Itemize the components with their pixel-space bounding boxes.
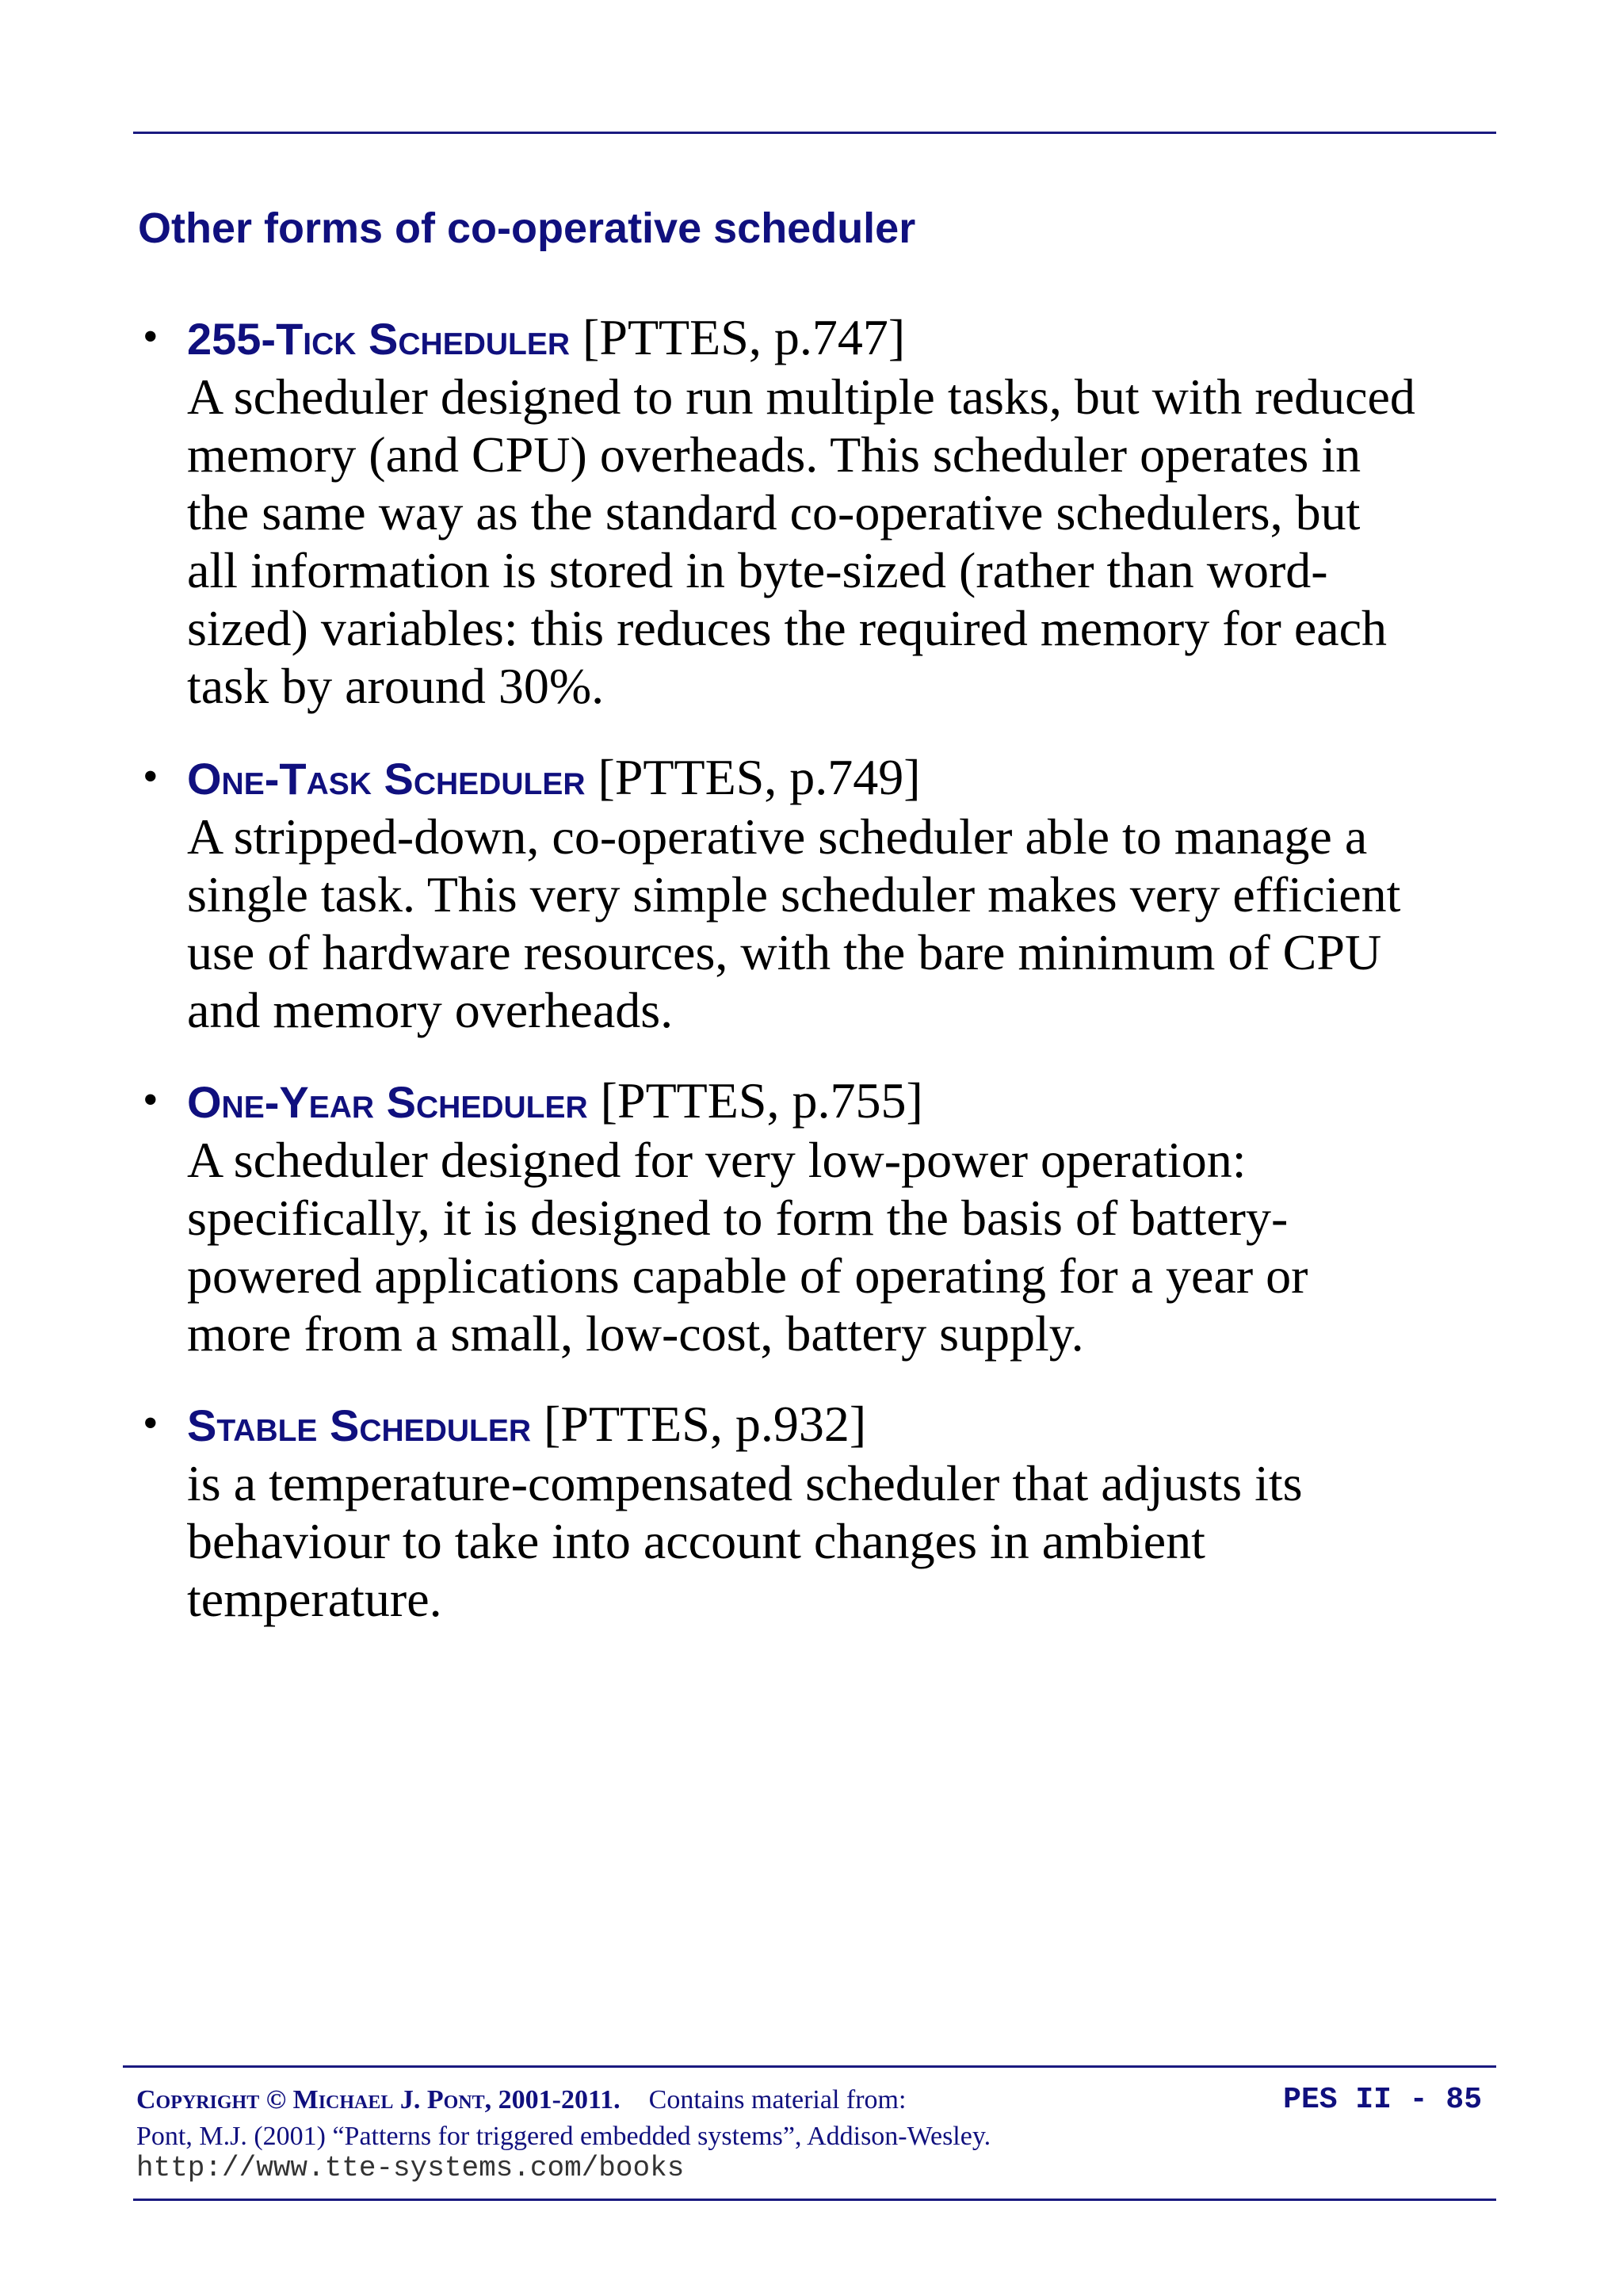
page-number: PES II - 85	[1283, 2083, 1482, 2117]
top-rule	[133, 132, 1496, 134]
item-description: is a temperature-compensated scheduler that adjusts its behaviour to take into account changes in ambient temperature.	[187, 1455, 1303, 1627]
item-name: One-Task Scheduler	[187, 754, 586, 804]
item-reference: [PTTES, p.755]	[600, 1072, 923, 1129]
scheduler-item-one-year	[143, 1072, 1423, 1362]
item-reference: [PTTES, p.747]	[582, 309, 906, 365]
scheduler-item-one-task	[143, 748, 1423, 1039]
item-heading	[187, 1072, 1423, 1131]
footer-copyright: Copyright © Michael J. Pont, 2001-2011.	[136, 2085, 621, 2115]
item-name: Stable Scheduler	[187, 1400, 532, 1450]
item-reference: [PTTES, p.749]	[598, 749, 921, 805]
scheduler-item-stable	[143, 1395, 1423, 1628]
item-heading	[187, 308, 1423, 368]
footer-url-link[interactable]: http://www.tte-systems.com/books	[136, 2152, 685, 2184]
footer-citation: Pont, M.J. (2001) “Patterns for triggered embedded systems”, Addison-Wesley.	[136, 2122, 991, 2151]
bullet-icon: •	[143, 312, 158, 361]
item-name: 255-Tick Scheduler	[187, 314, 571, 364]
footer-copyright-line	[136, 2083, 906, 2118]
item-description: A scheduler designed to run multiple tasks, but with reduced memory (and CPU) overheads. This scheduler operates in the same way as the standard co-operative schedulers, but all information is stored in byte-sized (rather than word- sized) variables: this reduces the required memory for each task by around 30%.	[187, 369, 1415, 714]
item-heading	[187, 1395, 1423, 1454]
bullet-icon: •	[143, 1075, 158, 1125]
page-title: Other forms of co-operative scheduler	[138, 204, 916, 252]
footer-contains: Contains material from:	[648, 2085, 907, 2115]
item-heading	[187, 748, 1423, 808]
bullet-icon: •	[143, 1399, 158, 1448]
footer-top-rule	[123, 2065, 1496, 2068]
bullet-icon: •	[143, 752, 158, 801]
item-name: One-Year Scheduler	[187, 1077, 588, 1127]
footer-bottom-rule	[133, 2199, 1496, 2201]
item-description: A scheduler designed for very low-power operation: specifically, it is designed to form the basis of battery- powered applications capable of operating for a year or more from a small, low-cost, battery supply.	[187, 1132, 1308, 1362]
item-reference: [PTTES, p.932]	[544, 1396, 867, 1452]
scheduler-item-255-tick	[143, 308, 1423, 715]
item-description: A stripped-down, co-operative scheduler able to manage a single task. This very simple scheduler makes very efficient use of hardware resources, with the bare minimum of CPU and memory overheads.	[187, 808, 1401, 1038]
